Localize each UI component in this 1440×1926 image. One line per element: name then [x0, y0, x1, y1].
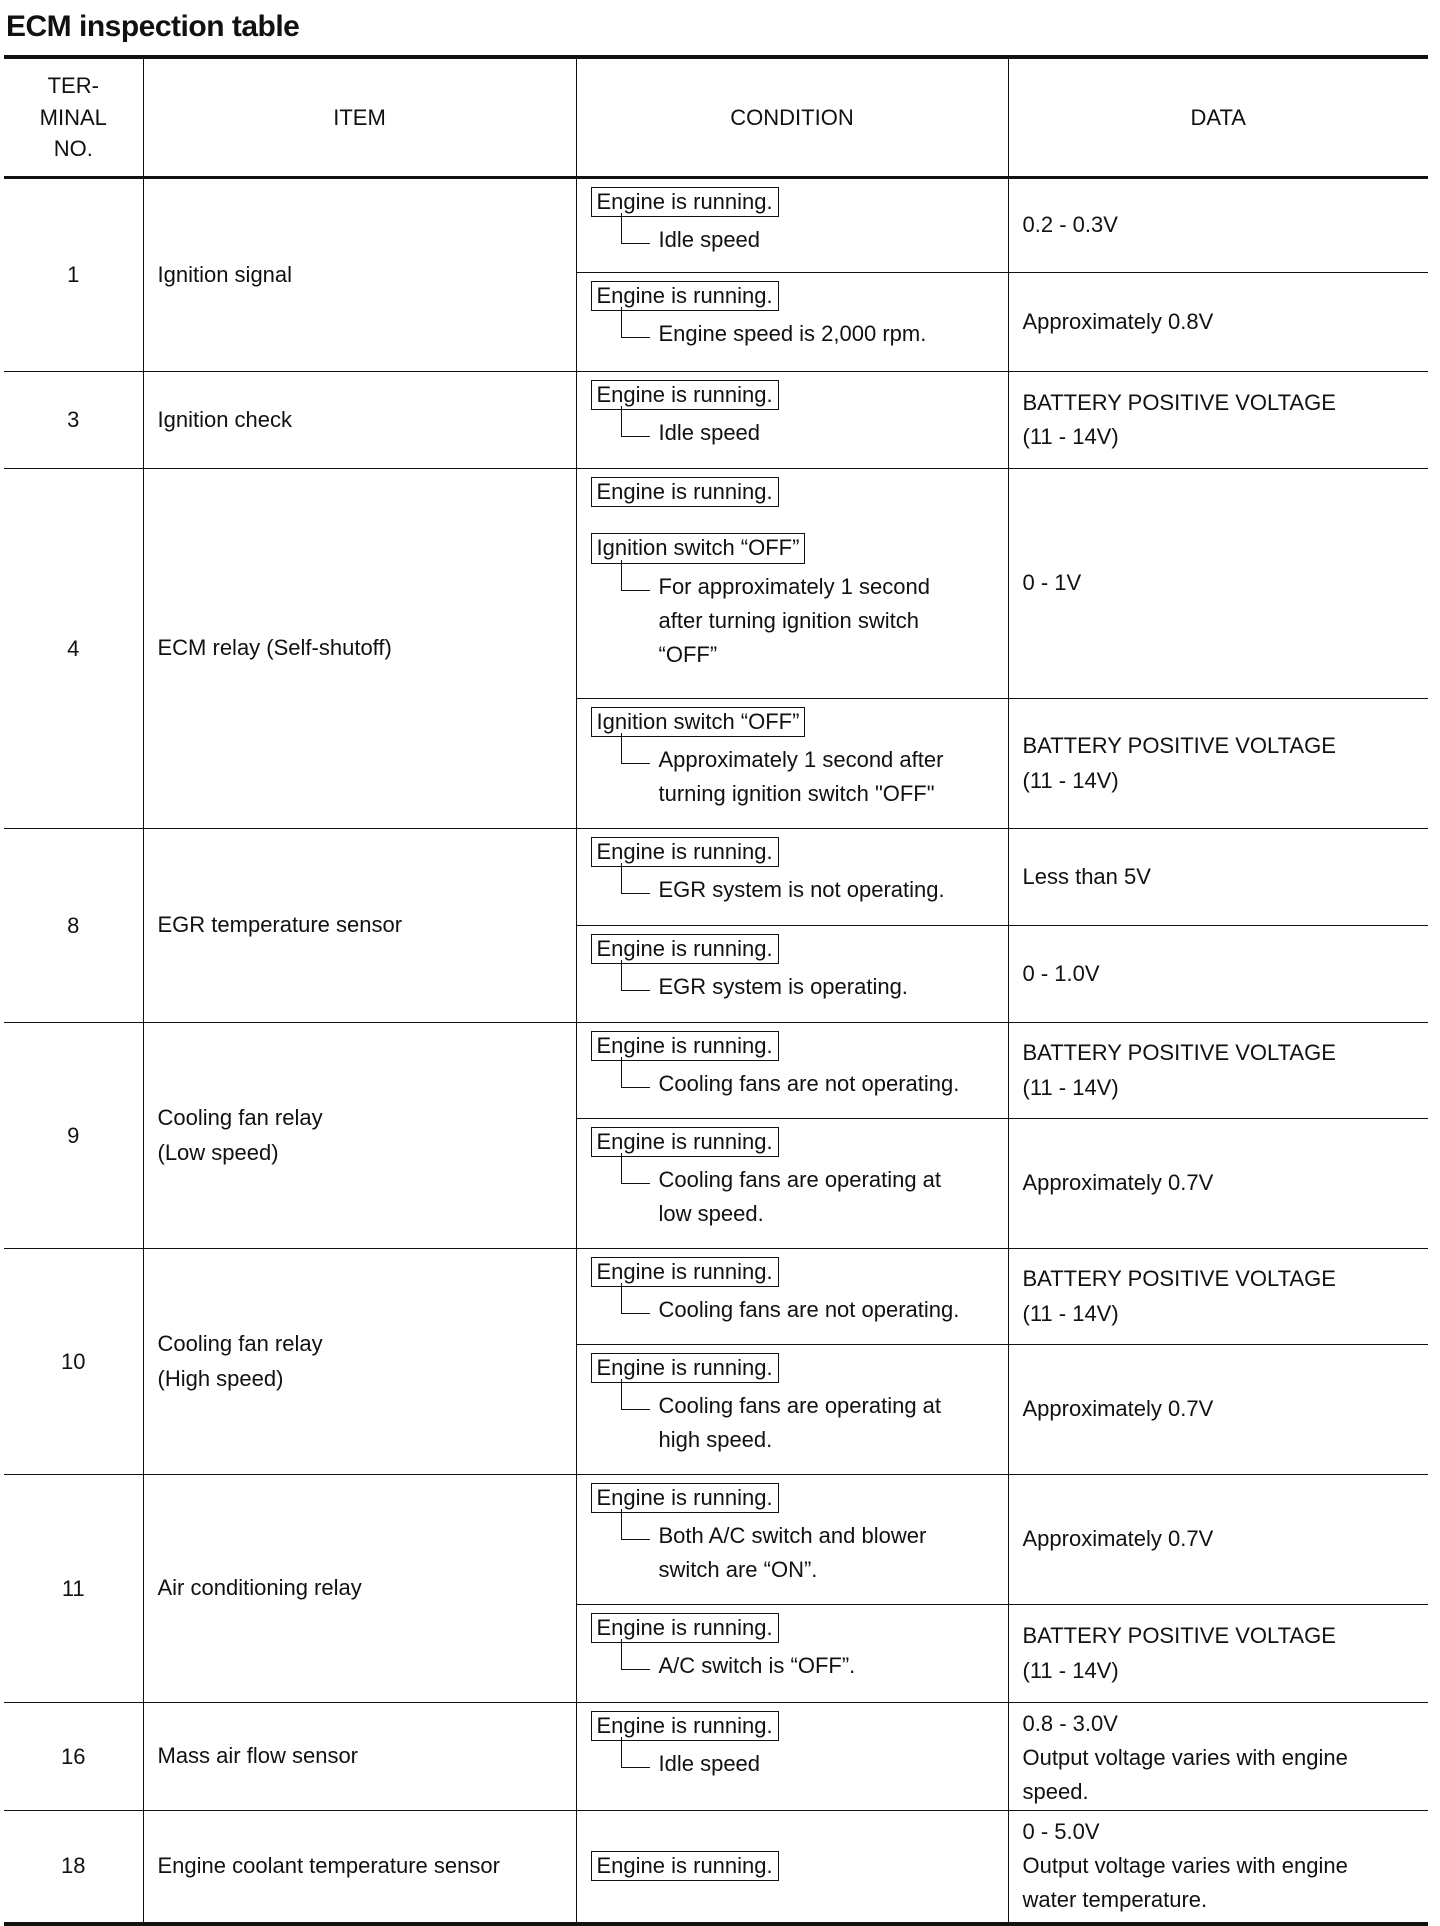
- table-body: [4, 178, 1428, 1924]
- condition-detail-text: Idle speed: [658, 1751, 761, 1777]
- connector-line-icon: [621, 1283, 650, 1314]
- table-row: [4, 1023, 1428, 1119]
- connector-line-icon: [621, 213, 650, 244]
- condition-state-box: Engine is running.: [591, 837, 779, 867]
- terminal-number: 9: [4, 1023, 143, 1249]
- item-name: Ignition check: [143, 372, 576, 469]
- condition-detail: [621, 970, 994, 1004]
- item-name: Mass air flow sensor: [143, 1703, 576, 1811]
- condition-cell: [576, 1345, 1008, 1475]
- condition-detail: [621, 223, 994, 257]
- condition-cell: [576, 273, 1008, 372]
- condition-state-box: Engine is running.: [591, 281, 779, 311]
- condition-cell: [576, 1119, 1008, 1249]
- ecm-inspection-table: [4, 55, 1428, 1926]
- condition-detail-text: EGR system is operating.: [658, 974, 908, 1000]
- condition-cell: [576, 926, 1008, 1023]
- header-condition: CONDITION: [576, 57, 1008, 178]
- data-value: 0 - 5.0V Output voltage varies with engine water temperature.: [1008, 1811, 1428, 1924]
- item-name: Air conditioning relay: [143, 1475, 576, 1703]
- condition-detail: [621, 570, 994, 672]
- condition-detail-text: Approximately 1 second after turning ignition switch "OFF": [658, 747, 944, 807]
- table-row: [4, 372, 1428, 469]
- condition-state-box: Engine is running.: [591, 1483, 779, 1513]
- condition-cell: [576, 829, 1008, 926]
- item-name: ECM relay (Self-shutoff): [143, 469, 576, 829]
- condition-cell: [576, 1475, 1008, 1605]
- condition-detail-text: Both A/C switch and blower switch are “ON”.: [658, 1523, 927, 1583]
- condition-detail: [621, 1649, 994, 1683]
- condition-cell: [576, 1249, 1008, 1345]
- condition-detail-text: Idle speed: [658, 420, 761, 446]
- header-data: DATA: [1008, 57, 1428, 178]
- condition-state-box: Engine is running.: [591, 934, 779, 964]
- condition-detail: [621, 743, 994, 811]
- connector-line-icon: [621, 406, 650, 437]
- connector-line-icon: [621, 863, 650, 894]
- condition-cell: [576, 1811, 1008, 1924]
- condition-wrapper: [591, 533, 994, 563]
- connector-line-icon: [621, 1057, 650, 1088]
- condition-detail: [621, 1389, 994, 1457]
- condition-detail-text: Cooling fans are operating at low speed.: [658, 1167, 942, 1227]
- table-row: [4, 1475, 1428, 1605]
- condition-state-box: Engine is running.: [591, 380, 779, 410]
- condition-detail: [621, 317, 994, 351]
- condition-state-box: Ignition switch “OFF”: [591, 707, 806, 737]
- terminal-number: 16: [4, 1703, 143, 1811]
- condition-detail-text: A/C switch is “OFF”.: [658, 1653, 856, 1679]
- condition-cell: [576, 372, 1008, 469]
- terminal-number: 8: [4, 829, 143, 1023]
- condition-state-box: Ignition switch “OFF”: [591, 533, 806, 563]
- terminal-number: 4: [4, 469, 143, 829]
- table-row: [4, 829, 1428, 926]
- condition-detail: [621, 1163, 994, 1231]
- connector-line-icon: [621, 1737, 650, 1768]
- data-value: 0 - 1.0V: [1008, 926, 1428, 1023]
- table-row: [4, 178, 1428, 273]
- condition-state-box: Engine is running.: [591, 187, 779, 217]
- terminal-number: 10: [4, 1249, 143, 1475]
- condition-cell: [576, 1023, 1008, 1119]
- condition-cell: [576, 699, 1008, 829]
- data-value: BATTERY POSITIVE VOLTAGE (11 - 14V): [1008, 699, 1428, 829]
- table-row: [4, 1811, 1428, 1924]
- connector-line-icon: [621, 307, 650, 338]
- condition-cell: [576, 469, 1008, 699]
- table-row: [4, 1703, 1428, 1811]
- condition-state-box: Engine is running.: [591, 1851, 779, 1881]
- data-value: Approximately 0.7V: [1008, 1119, 1428, 1249]
- table-header-row: [4, 57, 1428, 178]
- table-row: [4, 469, 1428, 699]
- condition-detail: [621, 1293, 994, 1327]
- condition-detail-text: EGR system is not operating.: [658, 877, 945, 903]
- terminal-number: 11: [4, 1475, 143, 1703]
- condition-detail-text: Engine speed is 2,000 rpm.: [658, 321, 927, 347]
- header-terminal: TER- MINAL NO.: [4, 57, 143, 178]
- condition-detail-text: Cooling fans are not operating.: [658, 1071, 960, 1097]
- terminal-number: 18: [4, 1811, 143, 1924]
- data-value: 0.8 - 3.0V Output voltage varies with engine speed.: [1008, 1703, 1428, 1811]
- table-row: [4, 1249, 1428, 1345]
- connector-line-icon: [621, 1639, 650, 1670]
- item-name: EGR temperature sensor: [143, 829, 576, 1023]
- data-value: 0.2 - 0.3V: [1008, 178, 1428, 273]
- terminal-number: 1: [4, 178, 143, 372]
- condition-detail-text: Cooling fans are operating at high speed.: [658, 1393, 942, 1453]
- condition-state-box: Engine is running.: [591, 1353, 779, 1383]
- condition-detail: [621, 1067, 994, 1101]
- condition-detail-text: Idle speed: [658, 227, 761, 253]
- page-title: ECM inspection table: [6, 10, 300, 43]
- condition-detail: [621, 1747, 994, 1781]
- condition-detail-text: For approximately 1 second after turning ignition switch “OFF”: [658, 573, 930, 667]
- item-name: Cooling fan relay (High speed): [143, 1249, 576, 1475]
- condition-cell: [576, 178, 1008, 273]
- data-value: BATTERY POSITIVE VOLTAGE (11 - 14V): [1008, 1249, 1428, 1345]
- terminal-number: 3: [4, 372, 143, 469]
- connector-line-icon: [621, 1153, 650, 1184]
- connector-line-icon: [621, 960, 650, 991]
- condition-cell: [576, 1605, 1008, 1703]
- data-value: Approximately 0.7V: [1008, 1345, 1428, 1475]
- data-value: Less than 5V: [1008, 829, 1428, 926]
- condition-state-box: Engine is running.: [591, 477, 779, 507]
- condition-detail: [621, 1519, 994, 1587]
- connector-line-icon: [621, 1379, 650, 1410]
- condition-state-box: Engine is running.: [591, 1257, 779, 1287]
- data-value: Approximately 0.8V: [1008, 273, 1428, 372]
- data-value: 0 - 1V: [1008, 469, 1428, 699]
- data-value: BATTERY POSITIVE VOLTAGE (11 - 14V): [1008, 1023, 1428, 1119]
- header-item: ITEM: [143, 57, 576, 178]
- condition-state-box: Engine is running.: [591, 1031, 779, 1061]
- item-name: Cooling fan relay (Low speed): [143, 1023, 576, 1249]
- connector-line-icon: [621, 1509, 650, 1540]
- condition-state-box: Engine is running.: [591, 1613, 779, 1643]
- connector-line-icon: [621, 733, 650, 764]
- connector-line-icon: [621, 560, 650, 591]
- condition-detail: [621, 873, 994, 907]
- item-name: Ignition signal: [143, 178, 576, 372]
- data-value: BATTERY POSITIVE VOLTAGE (11 - 14V): [1008, 372, 1428, 469]
- condition-detail: [621, 416, 994, 450]
- data-value: Approximately 0.7V: [1008, 1475, 1428, 1605]
- item-name: Engine coolant temperature sensor: [143, 1811, 576, 1924]
- condition-state-box: Engine is running.: [591, 1127, 779, 1157]
- condition-detail-text: Cooling fans are not operating.: [658, 1297, 960, 1323]
- condition-cell: [576, 1703, 1008, 1811]
- data-value: BATTERY POSITIVE VOLTAGE (11 - 14V): [1008, 1605, 1428, 1703]
- condition-state-box: Engine is running.: [591, 1711, 779, 1741]
